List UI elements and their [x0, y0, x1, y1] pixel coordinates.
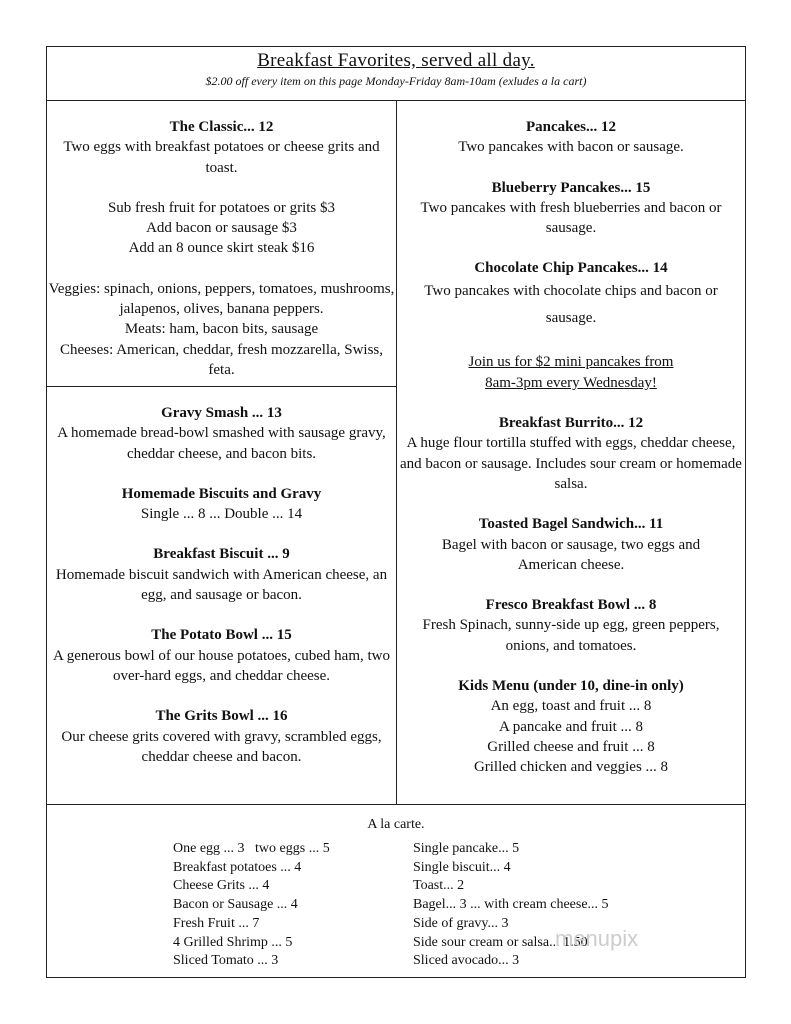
- list-item: Toast... 2: [413, 878, 465, 894]
- list-item: Sliced avocado... 3: [413, 953, 520, 969]
- a-la-carte-section: [46, 804, 746, 978]
- menu-item: [47, 706, 396, 767]
- list-item: Breakfast potatoes ... 4: [173, 859, 302, 875]
- item-name: Chocolate Chip Pancakes... 14: [474, 260, 668, 277]
- list-item: Sliced Tomato ... 3: [173, 953, 279, 969]
- list-item: Cheese Grits ... 4: [173, 878, 270, 894]
- item-name: Blueberry Pancakes... 15: [491, 179, 651, 196]
- item-name: Gravy Smash ... 13: [161, 405, 282, 421]
- item-desc: Our cheese grits covered with gravy, scrambled eggs, cheddar cheese and bacon.: [61, 728, 382, 765]
- item-desc: A huge flour tortilla stuffed with eggs, cheddar cheese, and bacon or sausage. Includes sour cream or homemade salsa.: [400, 435, 742, 492]
- item-desc: Fresh Spinach, sunny-side up egg, green peppers, onions, and tomatoes.: [422, 617, 720, 654]
- item-desc: Two pancakes with fresh blueberries and bacon or sausage.: [420, 199, 722, 237]
- section-title: A la carte.: [367, 817, 425, 832]
- kids-item: A pancake and fruit ... 8: [498, 718, 644, 735]
- kids-item: An egg, toast and fruit ... 8: [490, 698, 652, 715]
- menu-item: [47, 484, 396, 525]
- menu-item: [47, 625, 396, 686]
- kids-item: Grilled cheese and fruit ... 8: [487, 738, 655, 755]
- menu-item: [397, 178, 745, 239]
- item-name: Toasted Bagel Sandwich... 11: [478, 516, 664, 533]
- left-items-section: [46, 386, 397, 805]
- addon: Add bacon or sausage $3: [146, 220, 297, 237]
- list-item: Side of gravy... 3: [413, 915, 509, 931]
- item-desc: Two pancakes with bacon or sausage.: [458, 139, 684, 156]
- list-item: Side sour cream or salsa... 1.50: [413, 934, 588, 950]
- options: [47, 279, 396, 380]
- item-desc: A homemade bread-bowl smashed with sausage gravy, cheddar cheese, and bacon bits.: [57, 425, 386, 462]
- menu-item: [397, 117, 745, 158]
- menu-item: [47, 544, 396, 605]
- item-name: Breakfast Biscuit ... 9: [153, 546, 290, 563]
- list-item: Single biscuit... 4: [413, 859, 511, 875]
- kids-menu: [397, 676, 745, 777]
- list-item: Fresh Fruit ... 7: [173, 915, 260, 931]
- menu-item: [397, 595, 745, 656]
- item-name: Homemade Biscuits and Gravy: [121, 485, 322, 502]
- item-desc: Two eggs with breakfast potatoes or cheese grits and toast.: [63, 139, 380, 176]
- kids-item: Grilled chicken and veggies ... 8: [473, 759, 669, 776]
- item-name: Breakfast Burrito... 12: [498, 415, 644, 432]
- right-items-section: [396, 100, 746, 805]
- discount-note: $2.00 off every item on this page Monday-Friday 8am-10am (exludes a la cart): [205, 74, 587, 88]
- page-title: Breakfast Favorites, served all day.: [257, 50, 535, 71]
- menu-item: [397, 514, 745, 575]
- item-desc: Bagel with bacon or sausage, two eggs and American cheese.: [441, 536, 701, 573]
- item-desc: Two pancakes with chocolate chips and bacon or sausage.: [424, 283, 718, 327]
- item-name: Fresco Breakfast Bowl ... 8: [485, 597, 657, 614]
- item-name: The Potato Bowl ... 15: [151, 627, 292, 644]
- item-desc: A generous bowl of our house potatoes, cubed ham, two over-hard eggs, and cheddar cheese.: [52, 647, 391, 684]
- watermark: menupix: [555, 926, 639, 951]
- item-name: Pancakes... 12: [526, 119, 616, 135]
- classic-section: [46, 100, 397, 387]
- menu-item: [397, 413, 745, 494]
- addon: Sub fresh fruit for potatoes or grits $3: [107, 199, 336, 216]
- item-desc: Single ... 8 ... Double ... 14: [140, 506, 303, 523]
- addons: [47, 198, 396, 259]
- addon: Add an 8 ounce skirt steak $16: [128, 240, 315, 257]
- list-item: Single pancake... 5: [413, 841, 520, 856]
- list-item: 4 Grilled Shrimp ... 5: [173, 934, 293, 950]
- item-name: The Classic... 12: [169, 119, 274, 135]
- list-item: One egg ... 3 two eggs ... 5: [173, 841, 330, 856]
- option: Cheeses: American, cheddar, fresh mozzarella, Swiss, feta.: [59, 341, 384, 378]
- menu-header: [46, 46, 746, 101]
- list-item: Bacon or Sausage ... 4: [173, 897, 298, 913]
- a-la-carte-left: [173, 840, 330, 971]
- item-desc: Homemade biscuit sandwich with American cheese, an egg, and sausage or bacon.: [55, 566, 388, 604]
- menu-item: [397, 258, 745, 332]
- promo-note: Join us for $2 mini pancakes from 8am-3pm every Wednesday!: [468, 354, 674, 391]
- option: Veggies: spinach, onions, peppers, tomatoes, mushrooms, jalapenos, olives, banana peppers.: [48, 280, 395, 318]
- item-name: Kids Menu (under 10, dine-in only): [458, 678, 684, 695]
- menu-item: [47, 403, 396, 464]
- list-item: Bagel... 3 ... with cream cheese... 5: [413, 897, 609, 913]
- item-name: The Grits Bowl ... 16: [155, 708, 288, 725]
- option: Meats: ham, bacon bits, sausage: [124, 321, 319, 338]
